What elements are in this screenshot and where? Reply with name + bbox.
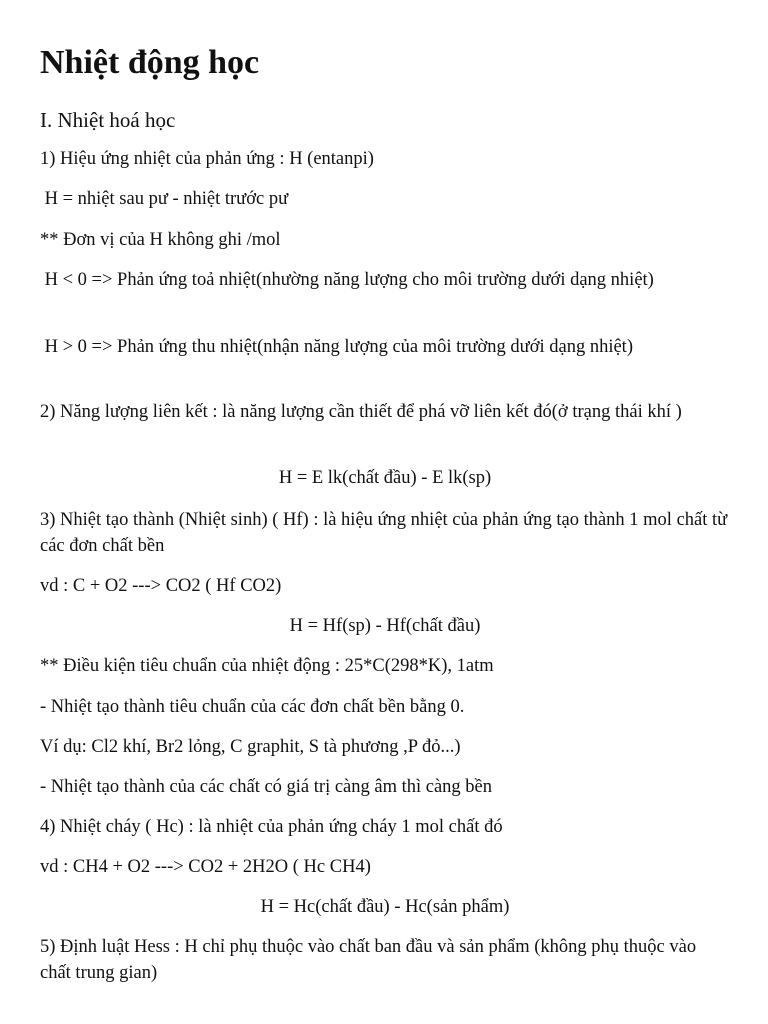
formula-combustion-heat: H = Hc(chất đầu) - Hc(sản phẩm) (260, 897, 510, 917)
paragraph-enthalpy-definition: H = nhiệt sau pư - nhiệt trước pư (40, 189, 289, 209)
paragraph-stability-note: - Nhiệt tạo thành của các chất có giá trị càng âm thì càng bền (40, 777, 493, 797)
paragraph-combustion-heat: 4) Nhiệt cháy ( Hc) : là nhiệt của phản ứng cháy 1 mol chất đó (40, 817, 503, 837)
formula-bond-energy: H = E lk(chất đầu) - E lk(sp) (278, 468, 492, 488)
paragraph-formation-heat: 3) Nhiệt tạo thành (Nhiệt sinh) ( Hf) : là hiệu ứng nhiệt của phản ứng tạo thành 1 mol chất từ các đơn chất bền (40, 510, 728, 556)
paragraph-endothermic: H > 0 => Phản ứng thu nhiệt(nhận năng lượng của môi trường dưới dạng nhiệt) (40, 337, 633, 357)
paragraph-standard-conditions: ** Điều kiện tiêu chuẩn của nhiệt động : 25*C(298*K), 1atm (40, 656, 494, 676)
section-heading: I. Nhiệt hoá học (40, 108, 176, 132)
page-title: Nhiệt động học (40, 44, 260, 81)
paragraph-element-examples: Ví dụ: Cl2 khí, Br2 lỏng, C graphit, S tà phương ,P đỏ...) (40, 737, 461, 757)
paragraph-hess-law: 5) Định luật Hess : H chỉ phụ thuộc vào chất ban đầu và sản phẩm (không phụ thuộc vào chất trung gian) (40, 937, 697, 983)
paragraph-exothermic: H < 0 => Phản ứng toả nhiệt(nhường năng lượng cho môi trường dưới dạng nhiệt) (40, 270, 654, 290)
paragraph-bond-energy: 2) Năng lượng liên kết : là năng lượng cần thiết để phá vỡ liên kết đó(ở trạng thái khí ) (40, 402, 682, 422)
paragraph-combustion-example: vd : CH4 + O2 ---> CO2 + 2H2O ( Hc CH4) (40, 857, 371, 877)
paragraph-heat-effect: 1) Hiệu ứng nhiệt của phản ứng : H (entanpi) (40, 149, 374, 169)
paragraph-standard-elements: - Nhiệt tạo thành tiêu chuẩn của các đơn chất bền bằng 0. (40, 697, 465, 717)
paragraph-unit-note: ** Đơn vị của H không ghi /mol (40, 230, 281, 250)
formula-formation-heat: H = Hf(sp) - Hf(chất đầu) (289, 616, 481, 636)
paragraph-formation-example: vd : C + O2 ---> CO2 ( Hf CO2) (40, 576, 282, 596)
